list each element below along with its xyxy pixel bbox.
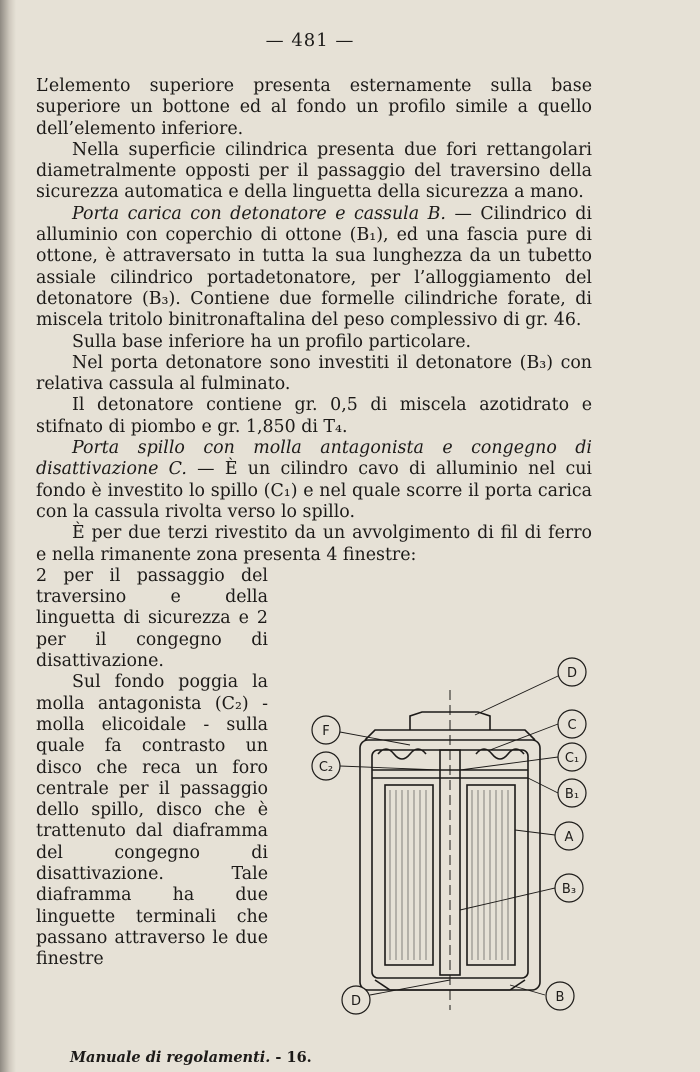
label-D-bottom: D <box>350 994 362 1009</box>
paragraph-6: Il detonatore contiene gr. 0,5 di miscela azotidrato e stifnato di piombo e gr. 1,850 di T₄. <box>36 395 592 437</box>
paragraph-4: Sulla base inferiore ha un profilo particolare. <box>72 331 472 352</box>
paragraph-5: Nel porta detonatore sono investiti il detonatore (B₃) con relativa cassula al fulminato. <box>36 352 592 395</box>
label-C2: C₂ <box>318 760 334 775</box>
label-F: F <box>322 724 330 739</box>
paragraph-3 <box>36 204 592 332</box>
footer-number: - 16. <box>270 1049 312 1066</box>
footer-title: Manuale di regolamenti. <box>70 1049 271 1066</box>
label-B: B <box>555 990 565 1005</box>
paragraph-9: 2 per il passaggio del traversino e della linguetta di sicurezza e 2 per il congegno di disattivazione. <box>36 565 268 672</box>
paragraph-3-text: — Cilindrico di alluminio con coperchio di ottone (B₁), ed una fascia pure di ottone, è attraversato in tutta la sua lunghezza da un tubetto assiale cilindrico portadetonatore, per l’alloggiamento del detonatore (B₃). Contiene due formelle cilindriche forate, di miscela tritolo binitronaftalina del peso complessivo di gr. 46. <box>36 203 592 331</box>
paragraph-7-title: Porta spillo con molla antagonista e congegno di disattivazione C. <box>36 438 592 480</box>
label-B3: B₃ <box>561 882 577 897</box>
book-spine-shadow <box>0 0 16 1072</box>
paragraph-1: L’elemento superiore presenta esternamente sulla base superiore un bottone ed al fondo un profilo simile a quello dell’elemento inferiore. <box>36 76 592 139</box>
label-A: A <box>564 830 574 845</box>
label-C1: C₁ <box>564 751 580 766</box>
paragraph-10: Sul fondo poggia la molla antagonista (C₂) - molla elicoidale - sulla quale fa contrasto un disco che reca un foro centrale per il passaggio dello spillo, disco che è trattenuto dal diaframma del congegno di disattivazione. Tale diaframma ha due linguette terminali che passano attraverso le due finestre <box>36 672 268 970</box>
paragraph-7-text: — È un cilindro cavo di alluminio nel cui fondo è investito lo spillo (C₁) e nel quale scorre il porta carica con la cassula rivolta verso lo spillo. <box>36 459 592 522</box>
footer <box>70 1049 312 1066</box>
paragraph-2: Nella superficie cilindrica presenta due fori rettangolari diametralmente opposti per il passaggio del traversino della sicurezza automatica e della linguetta della sicurezza a mano. <box>36 139 592 203</box>
label-B1: B₁ <box>564 787 580 802</box>
label-C: C <box>567 718 577 733</box>
fuse-cross-section-figure <box>300 650 610 1030</box>
label-D-top: D <box>566 666 578 681</box>
paragraph-3-title: Porta carica con detonatore e cassula B. <box>72 203 446 224</box>
paragraph-7 <box>36 438 592 523</box>
page-number: — 481 — <box>265 30 355 51</box>
paragraph-8: È per due terzi rivestito da un avvolgimento di fil di ferro e nella rimanente zona presenta 4 finestre: <box>36 523 592 565</box>
